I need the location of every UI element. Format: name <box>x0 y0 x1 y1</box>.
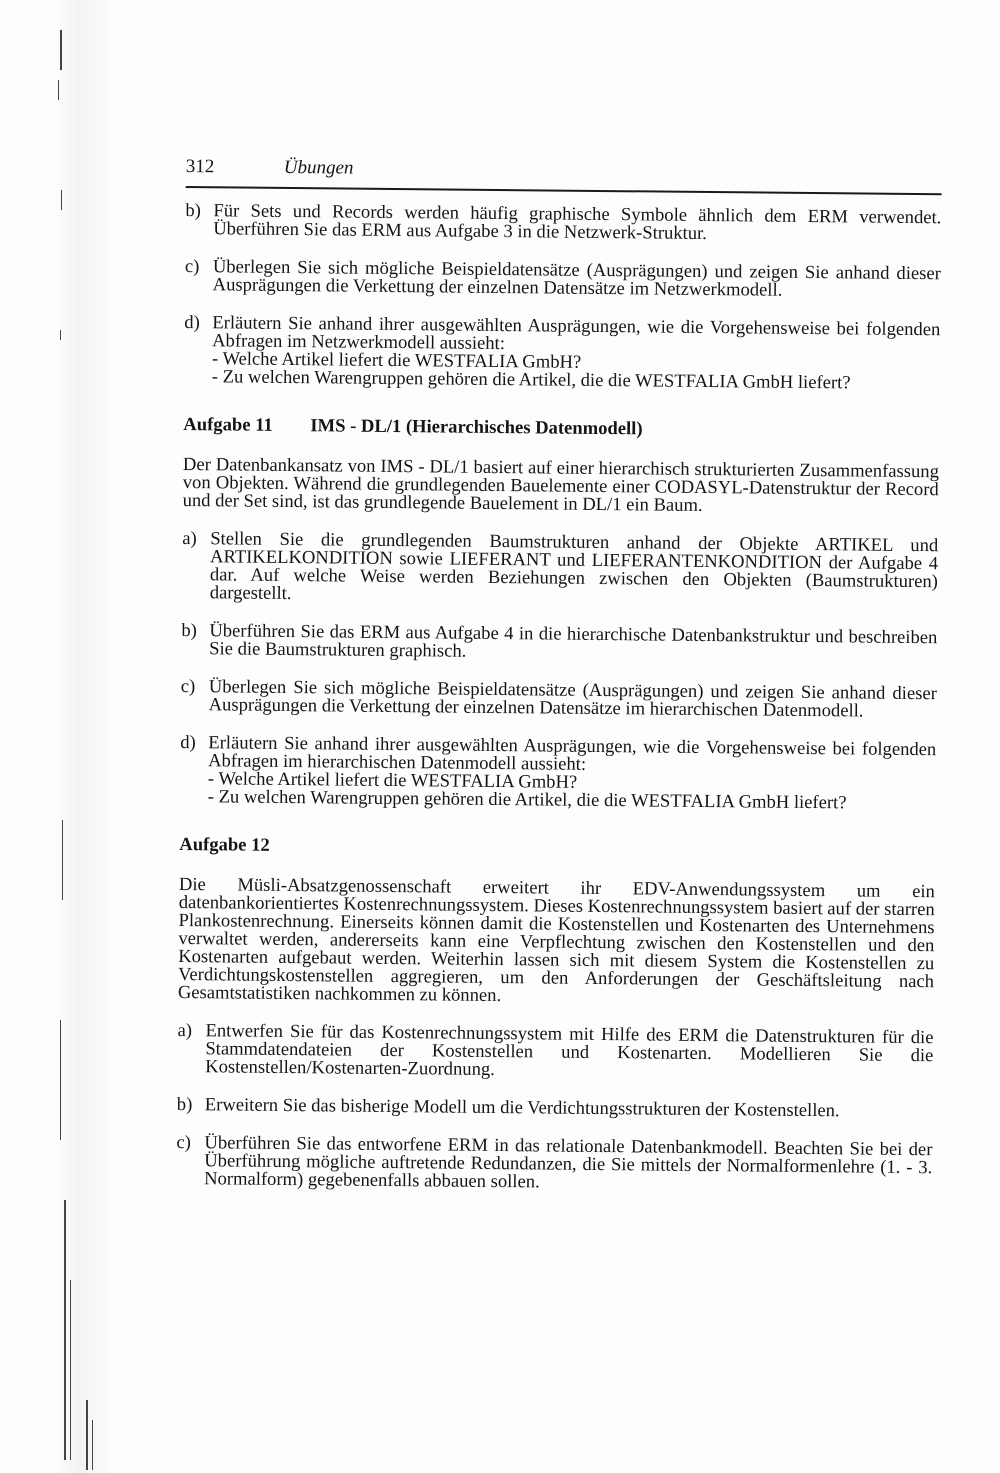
query-bullet: - Zu welchen Warengruppen gehören die Artikel, die die WESTFALIA GmbH liefert? <box>211 366 851 394</box>
item-label: d) <box>180 731 196 754</box>
item-label: c) <box>180 675 196 698</box>
list-item <box>185 199 942 245</box>
list-item <box>181 619 938 665</box>
item-text: Entwerfen Sie für das Kostenrechnungssystem mit Hilfe des ERM die Datenstrukturen für die Stammdatendateien der Kostenstellen und Kostenarten. Modellieren Sie die Kostenstellen/Kostenarten-Zuordnung. <box>205 1020 934 1081</box>
item-label: b) <box>181 619 197 642</box>
scan-edge-marks <box>58 20 98 1460</box>
chapter-title: Übungen <box>283 156 354 179</box>
page-header <box>186 150 942 195</box>
exercise-number: Aufgabe 11 <box>183 413 273 436</box>
exercise-intro: Die Müsli-Absatzgenossenschaft erweitert ihr EDV-Anwendungssystem um ein datenbankorientiertes Kostenrechnungssystem. Dieses Kostenrechnungssystem basiert auf der starren Plankostenrechnung. Einerseits können damit die Kostenstellen und Kostenarten des Unternehmens verwaltet werden, andererseits kann eine Verpflechtung zwischen den Kostenstellen und den Kostenarten aufgebaut werden. Weiterhin lassen sich mit diesem System die Kostenstellen zu Verdichtungskostenstellen aggregieren, um den Anforderungen der Geschäftsleitung nach Gesamtstatistiken nachkommen zu können. <box>177 873 936 1007</box>
list-item <box>184 255 941 301</box>
exercise-heading <box>179 833 935 861</box>
item-text: Überlegen Sie sich mögliche Beispieldatensätze (Ausprägungen) und zeigen Sie anhand dieser Ausprägungen die Verkettung der einzelnen Datensätze im Netzwerkmodell. <box>212 256 941 301</box>
item-text: Erläutern Sie anhand ihrer ausgewählten Ausprägungen, wie die Vorgehensweise bei folgenden Abfragen im Netzwerkmodell aussieht: <box>212 312 941 355</box>
item-label: d) <box>184 311 200 334</box>
item-text: Für Sets und Records werden häufig graphische Symbole ähnlich dem ERM verwendet. Überführen Sie das ERM aus Aufgabe 3 in die Netzwerk-Struktur. <box>213 200 942 245</box>
exercise-title: IMS - DL/1 (Hierarchisches Datenmodell) <box>310 415 643 440</box>
list-item <box>182 527 939 609</box>
item-text: Erläutern Sie anhand ihrer ausgewählten Ausprägungen, wie die Vorgehensweise bei folgenden Abfragen im hierarchischen Datenmodell aussieht: <box>208 732 937 775</box>
item-text: Überführen Sie das entworfene ERM in das relationale Datenbankmodell. Beachten Sie bei der Überführung mögliche auftretende Redundanzen, die Sie mittels der Normalformenlehre (1. - 3. Normalform) gegebenenfalls abbauen sollen. <box>204 1132 933 1193</box>
list-item <box>180 675 937 722</box>
query-bullet: - Welche Artikel liefert die WESTFALIA GmbH? <box>207 768 578 793</box>
exercise-heading <box>183 413 939 441</box>
list-item <box>184 311 941 394</box>
item-text: Stellen Sie die grundlegenden Baumstrukturen anhand der Objekte ARTIKEL und ARTIKELKONDITION sowie LIEFERANT und LIEFERANTENKONDITION der Aufgabe 4 dar. Auf welche Weise werden Beziehungen zwischen den Objekten (Baumstrukturen) dargestellt. <box>209 528 939 605</box>
item-body <box>208 734 937 813</box>
document-page <box>176 150 942 1195</box>
item-text: Erweitern Sie das bisherige Modell um die Verdichtungsstrukturen der Kostenstellen. <box>204 1094 840 1122</box>
query-bullet: - Welche Artikel liefert die WESTFALIA GmbH? <box>211 348 582 373</box>
exercise-number: Aufgabe 12 <box>179 833 270 856</box>
item-label: a) <box>182 527 197 550</box>
item-label: b) <box>176 1093 193 1116</box>
item-label: b) <box>185 199 202 222</box>
query-bullet: - Zu welchen Warengruppen gehören die Artikel, die die WESTFALIA GmbH liefert? <box>207 786 847 814</box>
item-label: c) <box>176 1131 192 1154</box>
item-label: c) <box>184 255 200 278</box>
item-body <box>212 314 941 393</box>
item-text: Überführen Sie das ERM aus Aufgabe 4 in die hierarchische Datenbankstruktur und beschreiben Sie die Baumstrukturen graphisch. <box>209 620 938 662</box>
list-item <box>176 1131 933 1195</box>
exercise-intro: Der Datenbankansatz von IMS - DL/1 basiert auf einer hierarchisch strukturierten Zusammenfassung von Objekten. Während die grundlegenden Bauelemente einer CODASYL-Datenstruktur der Record und der Set sind, ist das grundlegende Bauelement in DL/1 ein Baum. <box>182 453 940 516</box>
item-text: Überlegen Sie sich mögliche Beispieldatensätze (Ausprägungen) und zeigen Sie anhand dieser Ausprägungen die Verkettung der einzelnen Datensätze im hierarchischen Datenmodell. <box>208 676 937 722</box>
item-label: a) <box>177 1019 193 1042</box>
list-item <box>180 731 937 814</box>
page-content <box>176 199 942 1195</box>
list-item <box>176 1093 933 1122</box>
page-number: 312 <box>185 155 215 178</box>
list-item <box>177 1019 934 1083</box>
